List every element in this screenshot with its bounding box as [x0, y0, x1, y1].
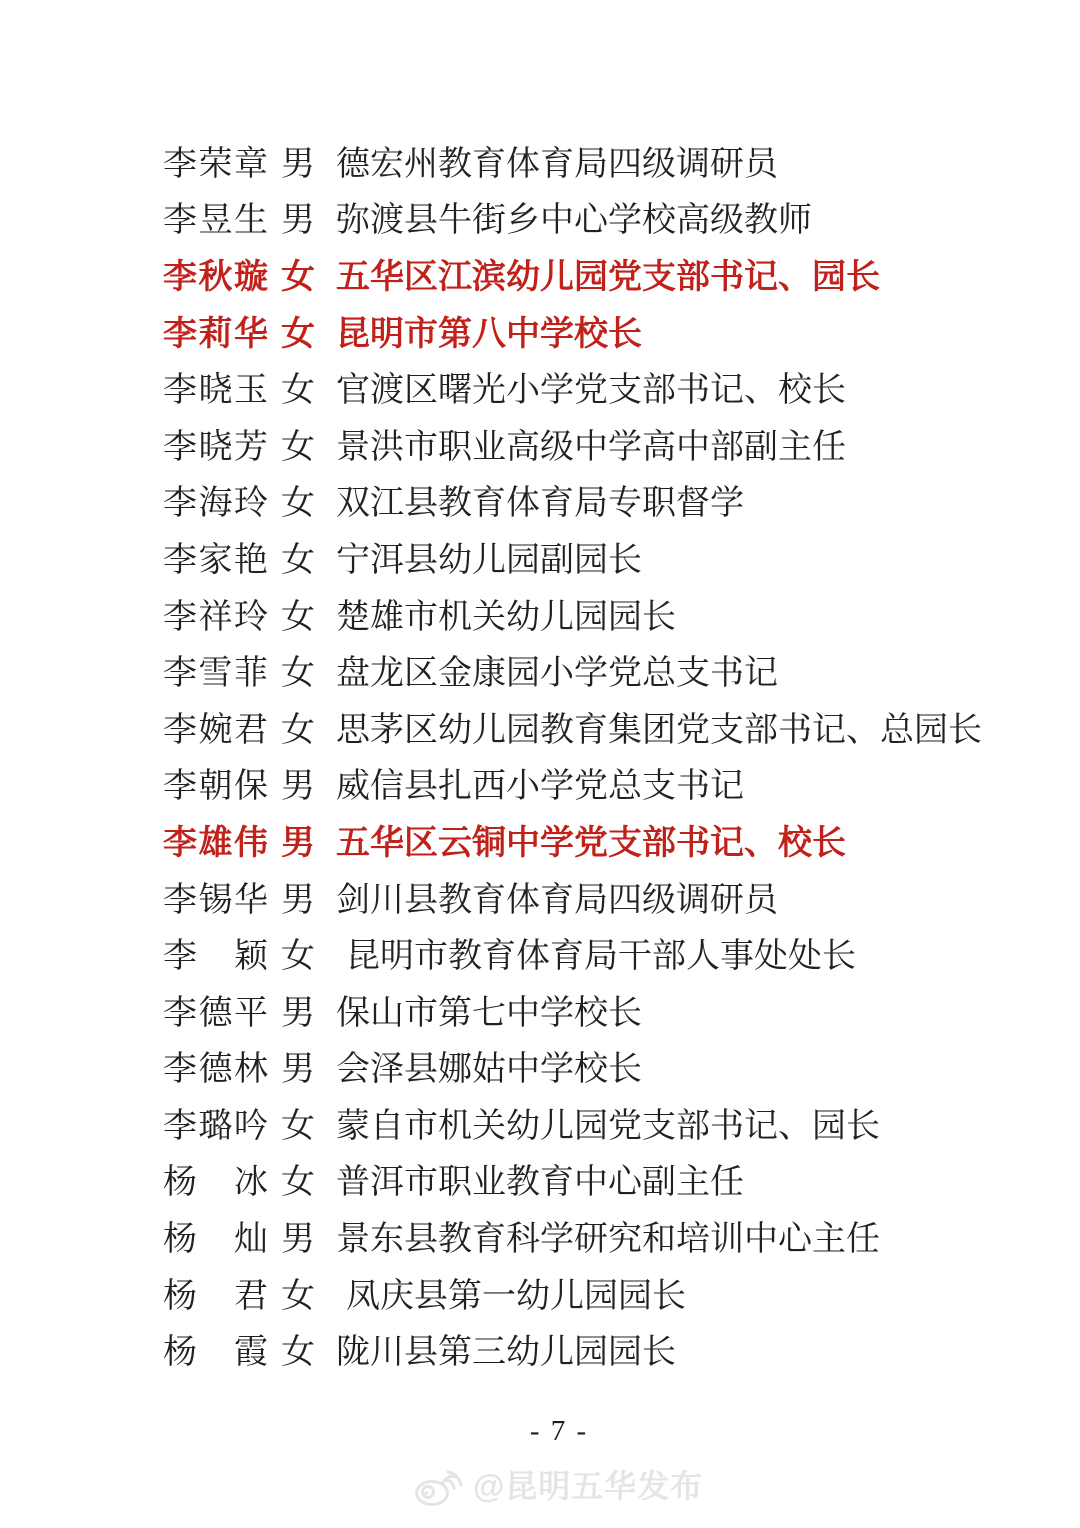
- person-name: 杨君: [163, 1276, 268, 1315]
- person-gender: 女: [281, 1276, 315, 1315]
- person-name: 李璐吟: [163, 1106, 268, 1145]
- page-number: - 7 -: [529, 1415, 589, 1448]
- person-title: 宁洱县幼儿园副园长: [336, 540, 642, 579]
- person-title: 思茅区幼儿园教育集团党支部书记、总园长: [336, 710, 982, 749]
- person-gender: 男: [281, 993, 315, 1032]
- person-gender: 女: [281, 540, 315, 579]
- table-row: [163, 528, 1080, 585]
- person-gender: 女: [281, 710, 315, 749]
- person-gender: 男: [281, 144, 315, 183]
- table-row: [163, 811, 1080, 868]
- person-title: 双江县教育体育局专职督学: [336, 484, 744, 523]
- person-title: 景洪市职业高级中学高中部副主任: [336, 427, 846, 466]
- person-name: 李海玲: [163, 484, 268, 523]
- person-name: 李德林: [163, 1050, 268, 1089]
- table-row: [163, 1151, 1080, 1208]
- table-row: [163, 755, 1080, 812]
- table-row: [163, 358, 1080, 415]
- person-gender: 女: [281, 257, 315, 296]
- person-gender: 女: [281, 314, 315, 353]
- person-gender: 女: [281, 937, 315, 976]
- person-name: 李德平: [163, 993, 268, 1032]
- person-gender: 男: [281, 880, 315, 919]
- table-row: [163, 1094, 1080, 1151]
- person-gender: 男: [281, 823, 315, 862]
- table-row: [163, 245, 1080, 302]
- person-title: 景东县教育科学研究和培训中心主任: [336, 1220, 880, 1259]
- table-row: [163, 641, 1080, 698]
- table-row: [163, 868, 1080, 925]
- table-row: [163, 981, 1080, 1038]
- person-gender: 女: [281, 371, 315, 410]
- person-name: 李雪菲: [163, 654, 268, 693]
- person-gender: 女: [281, 597, 315, 636]
- person-name: 李雄伟: [163, 823, 268, 862]
- person-gender: 男: [281, 1220, 315, 1259]
- person-name: 李朝保: [163, 767, 268, 806]
- table-row: [163, 1320, 1080, 1377]
- person-gender: 女: [281, 654, 315, 693]
- person-name: 李昱生: [163, 201, 268, 240]
- person-title: 昆明市教育体育局干部人事处处长: [346, 937, 856, 976]
- person-name: 杨冰: [163, 1163, 268, 1202]
- person-title: 五华区云铜中学党支部书记、校长: [336, 823, 846, 862]
- person-title: 官渡区曙光小学党支部书记、校长: [336, 371, 846, 410]
- person-gender: 男: [281, 1050, 315, 1089]
- table-row: [163, 1038, 1080, 1095]
- person-title: 蒙自市机关幼儿园党支部书记、园长: [336, 1106, 880, 1145]
- table-row: [163, 1207, 1080, 1264]
- table-row: [163, 698, 1080, 755]
- person-name: 李祥玲: [163, 597, 268, 636]
- table-row: [163, 189, 1080, 246]
- person-name: 李颖: [163, 937, 268, 976]
- person-title: 德宏州教育体育局四级调研员: [336, 144, 778, 183]
- weibo-icon: [413, 1460, 465, 1508]
- table-row: [163, 472, 1080, 529]
- person-gender: 男: [281, 201, 315, 240]
- watermark: [413, 1460, 703, 1508]
- person-gender: 女: [281, 1163, 315, 1202]
- person-title: 昆明市第八中学校长: [336, 314, 642, 353]
- person-name: 杨霞: [163, 1333, 268, 1372]
- person-gender: 女: [281, 1333, 315, 1372]
- table-row: [163, 415, 1080, 472]
- person-gender: 女: [281, 484, 315, 523]
- person-title: 盘龙区金康园小学党总支书记: [336, 654, 778, 693]
- person-title: 剑川县教育体育局四级调研员: [336, 880, 778, 919]
- person-title: 凤庆县第一幼儿园园长: [346, 1276, 686, 1315]
- person-name: 李家艳: [163, 540, 268, 579]
- person-title: 陇川县第三幼儿园园长: [336, 1333, 676, 1372]
- person-title: 五华区江滨幼儿园党支部书记、园长: [336, 257, 880, 296]
- person-name: 李晓芳: [163, 427, 268, 466]
- watermark-text: @昆明五华发布: [473, 1468, 704, 1504]
- person-name: 李莉华: [163, 314, 268, 353]
- person-title: 会泽县娜姑中学校长: [336, 1050, 642, 1089]
- person-title: 弥渡县牛街乡中心学校高级教师: [336, 201, 812, 240]
- table-row: [163, 132, 1080, 189]
- person-title: 楚雄市机关幼儿园园长: [336, 597, 676, 636]
- table-row: [163, 1264, 1080, 1321]
- person-name: 李婉君: [163, 710, 268, 749]
- person-name: 李荣章: [163, 144, 268, 183]
- person-name: 李秋璇: [163, 257, 268, 296]
- person-title: 保山市第七中学校长: [336, 993, 642, 1032]
- table-row: [163, 585, 1080, 642]
- person-name: 杨灿: [163, 1220, 268, 1259]
- person-gender: 女: [281, 427, 315, 466]
- person-title: 普洱市职业教育中心副主任: [336, 1163, 744, 1202]
- person-gender: 女: [281, 1106, 315, 1145]
- person-name: 李晓玉: [163, 371, 268, 410]
- person-gender: 男: [281, 767, 315, 806]
- person-name: 李锡华: [163, 880, 268, 919]
- table-row: [163, 924, 1080, 981]
- person-title: 威信县扎西小学党总支书记: [336, 767, 744, 806]
- table-row: [163, 302, 1080, 359]
